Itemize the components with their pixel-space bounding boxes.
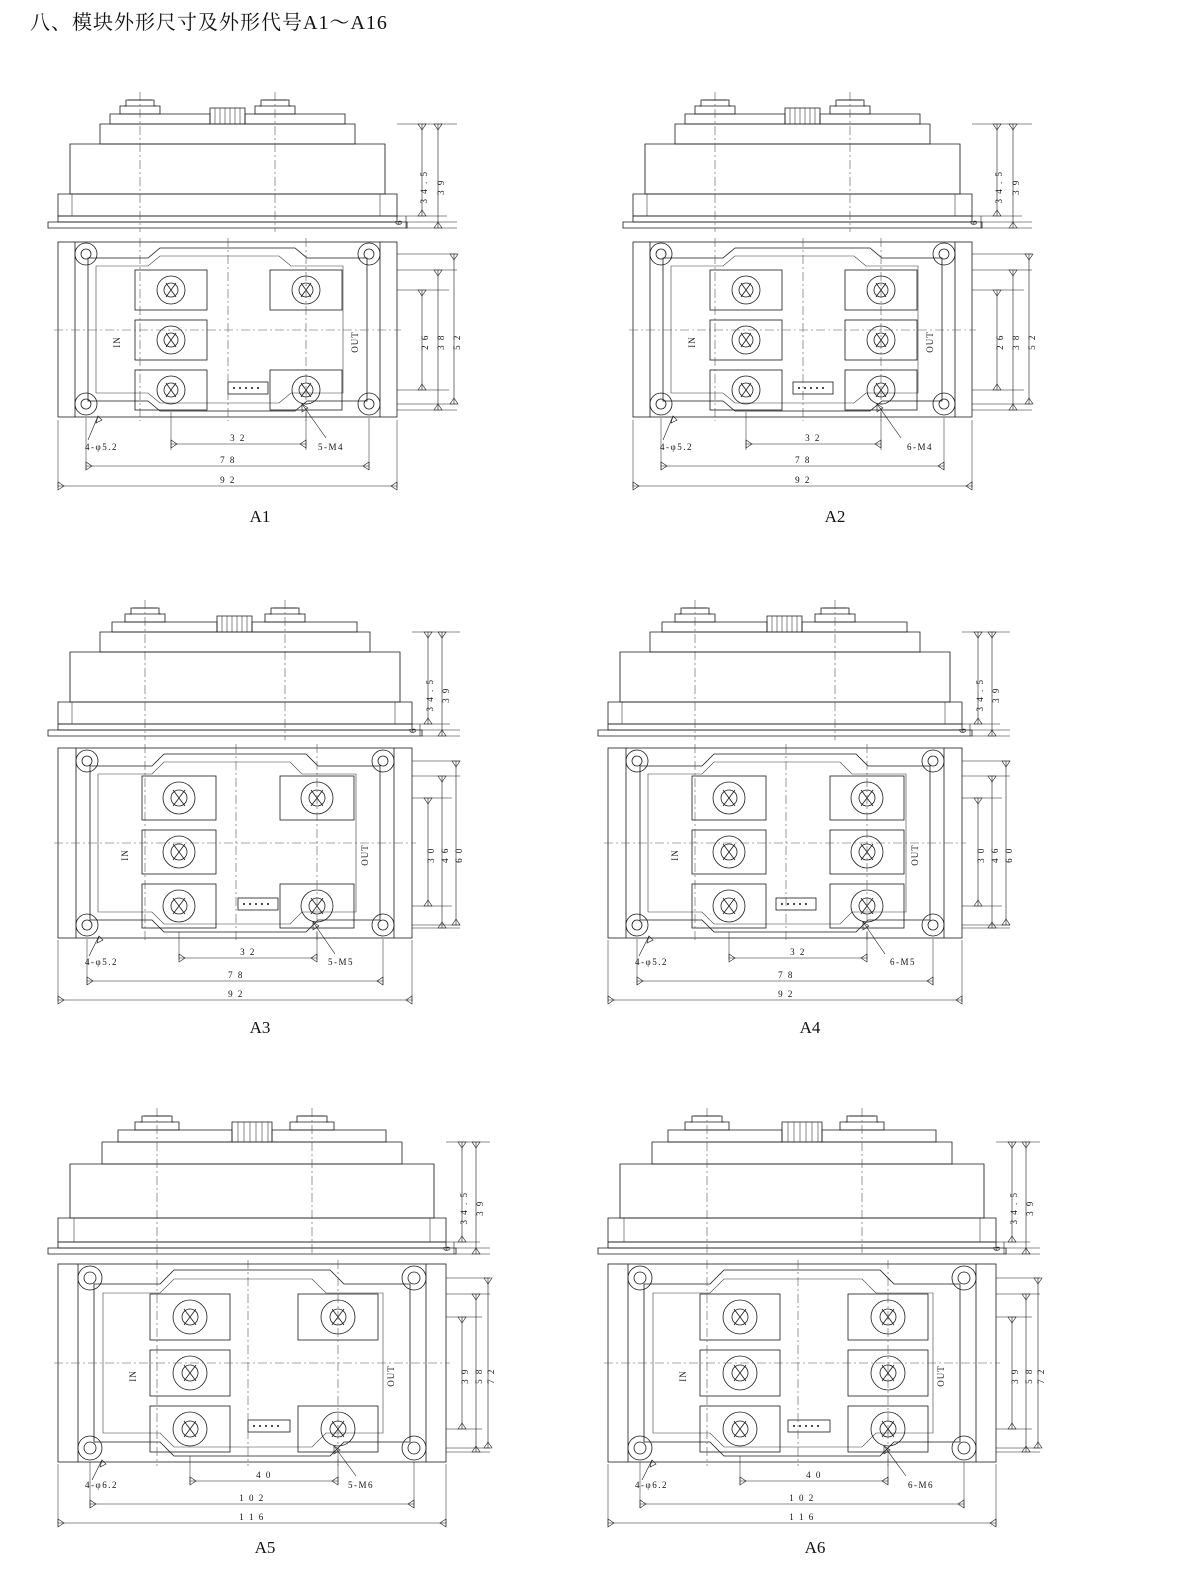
dim-mid: 3 8 (436, 334, 446, 350)
figure-a6 (590, 1058, 1046, 1568)
label-in: IN (120, 849, 130, 861)
side-view-dims-a1 (394, 124, 457, 228)
dim-height-total: 3 9 (1011, 179, 1021, 195)
dim-outer: 6 0 (454, 847, 464, 863)
drawing-a4 (590, 550, 1030, 1020)
drawing-a5 (40, 1058, 496, 1538)
label-in: IN (128, 1370, 138, 1382)
dim-inner: 2 6 (995, 334, 1005, 350)
dim-height-total: 3 9 (991, 687, 1001, 703)
note-holes: 4-φ5.2 (85, 442, 118, 452)
side-view-a1 (48, 92, 407, 232)
note-screws: 6-M6 (908, 1480, 934, 1490)
dim-width-outer: 9 2 (220, 475, 236, 485)
figure-caption-a4: A4 (799, 1018, 821, 1037)
label-in: IN (687, 336, 697, 348)
dim-inner: 3 0 (976, 847, 986, 863)
dim-height-total: 3 9 (475, 1200, 485, 1216)
dim-mid: 5 8 (474, 1368, 484, 1384)
dim-width-outer: 1 1 6 (239, 1512, 265, 1522)
side-view-a5 (48, 1108, 456, 1256)
side-view-dims-a5 (442, 1142, 490, 1254)
dim-pitch: 4 0 (256, 1470, 272, 1480)
dim-width-outer: 9 2 (778, 989, 794, 999)
side-view-dims-a3 (408, 632, 460, 736)
label-out: OUT (350, 331, 360, 353)
note-holes: 4-φ5.2 (85, 957, 118, 967)
note-screws: 6-M4 (907, 442, 933, 452)
figure-caption-a2: A2 (824, 507, 846, 526)
dim-pitch: 3 2 (230, 433, 246, 443)
side-view-a4 (598, 600, 972, 740)
dim-width-inner: 7 8 (220, 455, 236, 465)
top-view-a1 (54, 238, 401, 421)
label-in: IN (678, 1370, 688, 1382)
dim-mid: 4 6 (440, 847, 450, 863)
dim-outer: 6 0 (1004, 847, 1014, 863)
side-view-dims-a4 (958, 632, 1010, 736)
dim-base-thickness: 6 (969, 219, 979, 225)
dim-outer: 7 2 (1036, 1368, 1046, 1384)
side-view-dims-a6 (992, 1142, 1040, 1254)
note-screws: 5-M4 (318, 442, 344, 452)
note-holes: 4-φ6.2 (85, 1480, 118, 1490)
label-in: IN (112, 336, 122, 348)
dim-width-inner: 7 8 (795, 455, 811, 465)
dim-height-total: 3 9 (441, 687, 451, 703)
figure-a1 (40, 42, 480, 542)
dim-pitch: 3 2 (240, 947, 256, 957)
dim-outer: 5 2 (1027, 334, 1037, 350)
figure-caption-a1: A1 (249, 507, 271, 526)
side-view-dims-a2 (969, 124, 1032, 228)
dim-width-inner: 1 0 2 (789, 1493, 815, 1503)
dim-inner: 3 9 (460, 1368, 470, 1384)
dim-base-thickness: 6 (992, 1245, 1002, 1251)
label-out: OUT (936, 1365, 946, 1387)
figure-a5 (40, 1058, 496, 1568)
label-out: OUT (360, 844, 370, 866)
dim-height-body: 3 4 . 5 (1009, 1191, 1019, 1225)
dim-height-body: 3 4 . 5 (994, 170, 1004, 204)
top-view-a5 (54, 1260, 450, 1466)
note-screws: 5-M6 (348, 1480, 374, 1490)
figure-caption-a5: A5 (254, 1538, 276, 1557)
dim-width-inner: 7 8 (778, 970, 794, 980)
note-screws: 5-M5 (328, 957, 354, 967)
figure-caption-a6: A6 (804, 1538, 826, 1557)
note-screws: 6-M5 (890, 957, 916, 967)
dim-height-total: 3 9 (1025, 1200, 1035, 1216)
top-view-a2 (629, 238, 976, 421)
dim-base-thickness: 6 (394, 219, 404, 225)
note-holes: 4-φ6.2 (635, 1480, 668, 1490)
drawing-a3 (40, 550, 480, 1020)
dim-height-body: 3 4 . 5 (425, 678, 435, 712)
figure-caption-a3: A3 (249, 1018, 271, 1037)
top-view-a3 (54, 744, 416, 942)
dim-width-outer: 9 2 (795, 475, 811, 485)
dim-height-total: 3 9 (436, 179, 446, 195)
figure-a4 (590, 550, 1030, 1050)
dim-inner: 3 9 (1010, 1368, 1020, 1384)
drawing-a2 (615, 42, 1055, 512)
dim-width-inner: 7 8 (228, 970, 244, 980)
label-out: OUT (925, 331, 935, 353)
dim-base-thickness: 6 (442, 1245, 452, 1251)
dim-width-outer: 1 1 6 (789, 1512, 815, 1522)
dim-width-outer: 9 2 (228, 989, 244, 999)
dim-mid: 4 6 (990, 847, 1000, 863)
drawing-a1 (40, 42, 480, 512)
dim-height-body: 3 4 . 5 (419, 170, 429, 204)
dim-inner: 2 6 (420, 334, 430, 350)
dim-mid: 3 8 (1011, 334, 1021, 350)
note-holes: 4-φ5.2 (660, 442, 693, 452)
top-view-a6 (604, 1260, 1000, 1466)
label-in: IN (670, 849, 680, 861)
dim-outer: 7 2 (486, 1368, 496, 1384)
dim-width-inner: 1 0 2 (239, 1493, 265, 1503)
dim-height-body: 3 4 . 5 (459, 1191, 469, 1225)
dim-pitch: 3 2 (805, 433, 821, 443)
top-view-a4 (604, 744, 966, 942)
dim-mid: 5 8 (1024, 1368, 1034, 1384)
dim-base-thickness: 6 (408, 727, 418, 733)
side-view-a2 (623, 92, 982, 232)
label-out: OUT (386, 1365, 396, 1387)
page-title: 八、模块外形尺寸及外形代号A1～A16 (30, 12, 388, 34)
dim-base-thickness: 6 (958, 727, 968, 733)
dim-outer: 5 2 (452, 334, 462, 350)
dim-height-body: 3 4 . 5 (975, 678, 985, 712)
side-view-a3 (48, 600, 422, 740)
label-out: OUT (910, 844, 920, 866)
note-holes: 4-φ5.2 (635, 957, 668, 967)
dim-pitch: 3 2 (790, 947, 806, 957)
figure-a3 (40, 550, 480, 1050)
drawing-a6 (590, 1058, 1046, 1538)
dim-pitch: 4 0 (806, 1470, 822, 1480)
side-view-a6 (598, 1108, 1006, 1256)
dim-inner: 3 0 (426, 847, 436, 863)
figure-a2 (615, 42, 1055, 542)
